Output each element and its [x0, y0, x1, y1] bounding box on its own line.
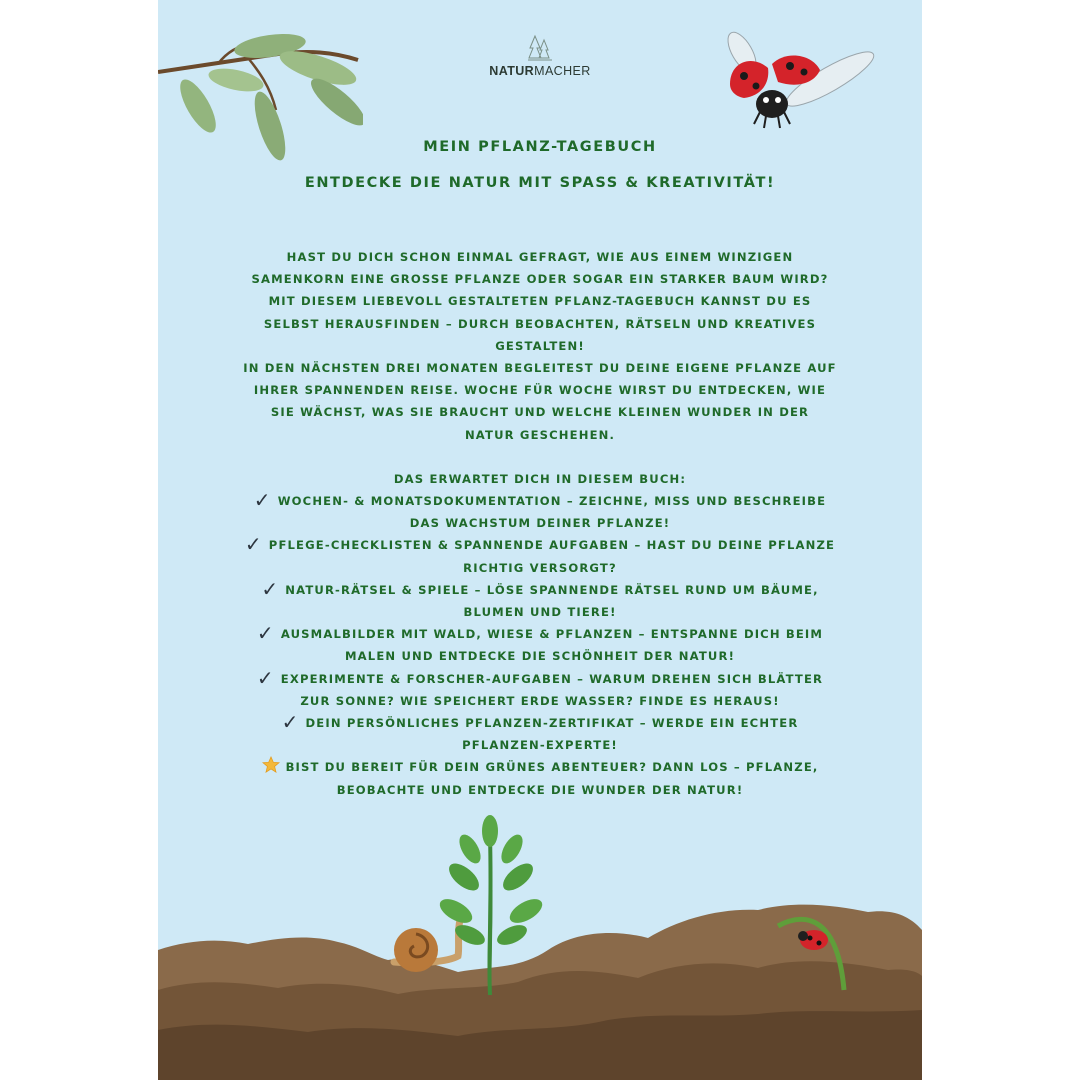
features-heading: DAS ERWARTET DICH IN DIESEM BUCH:	[393, 471, 687, 486]
feature-item-cont: PFLANZEN-EXPERTE!	[462, 738, 618, 753]
page-subtitle: ENTDECKE DIE NATUR MIT SPASS & KREATIVITÄT!	[304, 175, 776, 191]
checkmark-icon: ✓	[281, 710, 300, 735]
intro-line: IN DEN NÄCHSTEN DREI MONATEN BEGLEITEST DU DEINE EIGENE PFLANZE AUF	[243, 361, 837, 376]
tree-logo-icon	[527, 34, 553, 64]
intro-line: NATUR GESCHEHEN.	[464, 427, 616, 442]
checkmark-icon: ✓	[253, 488, 272, 513]
feature-item-cont: BLUMEN UND TIERE!	[463, 605, 617, 620]
closing-line: BIST DU BEREIT FÜR DEIN GRÜNES ABENTEUER? DANN LOS – PFLANZE,	[238, 756, 842, 778]
intro-line: SIE WÄCHST, WAS SIE BRAUCHT UND WELCHE KLEINEN WUNDER IN DER	[270, 405, 810, 420]
feature-item: ✓ DEIN PERSÖNLICHES PFLANZEN-ZERTIFIKAT – WERDE EIN ECHTER	[281, 710, 799, 735]
intro-line: SELBST HERAUSFINDEN – DURCH BEOBACHTEN, RÄTSELN UND KREATIVES	[263, 316, 817, 331]
feature-item-cont: DAS WACHSTUM DEINER PFLANZE!	[409, 516, 671, 531]
checkmark-icon: ✓	[256, 621, 275, 646]
feature-item: ✓ WOCHEN- & MONATSDOKUMENTATION – ZEICHNE, MISS UND BESCHREIBE	[253, 488, 827, 513]
feature-item-cont: MALEN UND ENTDECKE DIE SCHÖNHEIT DER NATUR!	[344, 649, 736, 664]
booklet-page	[158, 0, 922, 1080]
intro-line: IHRER SPANNENDEN REISE. WOCHE FÜR WOCHE WIRST DU ENTDECKEN, WIE	[253, 383, 827, 398]
seedling-leaves-icon	[426, 815, 558, 995]
page-title: MEIN PFLANZ-TAGEBUCH	[423, 139, 657, 155]
intro-text-block	[238, 246, 842, 801]
checkmark-icon: ✓	[261, 576, 280, 601]
feature-item: ✓ AUSMALBILDER MIT WALD, WIESE & PFLANZEN – ENTSPANNE DICH BEIM	[256, 621, 824, 646]
intro-line: SAMENKORN EINE GROSSE PFLANZE ODER SOGAR EIN STARKER BAUM WIRD?	[251, 272, 829, 287]
intro-line: HAST DU DICH SCHON EINMAL GEFRAGT, WIE AUS EINEM WINZIGEN	[286, 250, 794, 264]
feature-item: ✓ EXPERIMENTE & FORSCHER-AUFGABEN – WARUM DREHEN SICH BLÄTTER	[256, 665, 824, 690]
feature-item-cont: RICHTIG VERSORGT?	[463, 560, 617, 575]
closing-line-cont: BEOBACHTE UND ENTDECKE DIE WUNDER DER NATUR!	[336, 782, 744, 797]
feature-item: ✓ NATUR-RÄTSEL & SPIELE – LÖSE SPANNENDE RÄTSEL RUND UM BÄUME,	[261, 576, 819, 601]
intro-line: GESTALTEN!	[495, 338, 585, 353]
checkmark-icon: ✓	[256, 665, 275, 690]
checkmark-icon: ✓	[244, 532, 263, 557]
feature-item: ✓ PFLEGE-CHECKLISTEN & SPANNENDE AUFGABEN – HAST DU DEINE PFLANZE	[244, 532, 836, 557]
brand-wordmark: NATURMACHER	[489, 64, 591, 78]
star-icon	[262, 756, 280, 774]
intro-line: MIT DIESEM LIEBEVOLL GESTALTETEN PFLANZ-TAGEBUCH KANNST DU ES	[268, 294, 812, 309]
ladybug-icon	[720, 24, 880, 134]
feature-item-cont: ZUR SONNE? WIE SPEICHERT ERDE WASSER? FINDE ES HERAUS!	[300, 693, 780, 708]
